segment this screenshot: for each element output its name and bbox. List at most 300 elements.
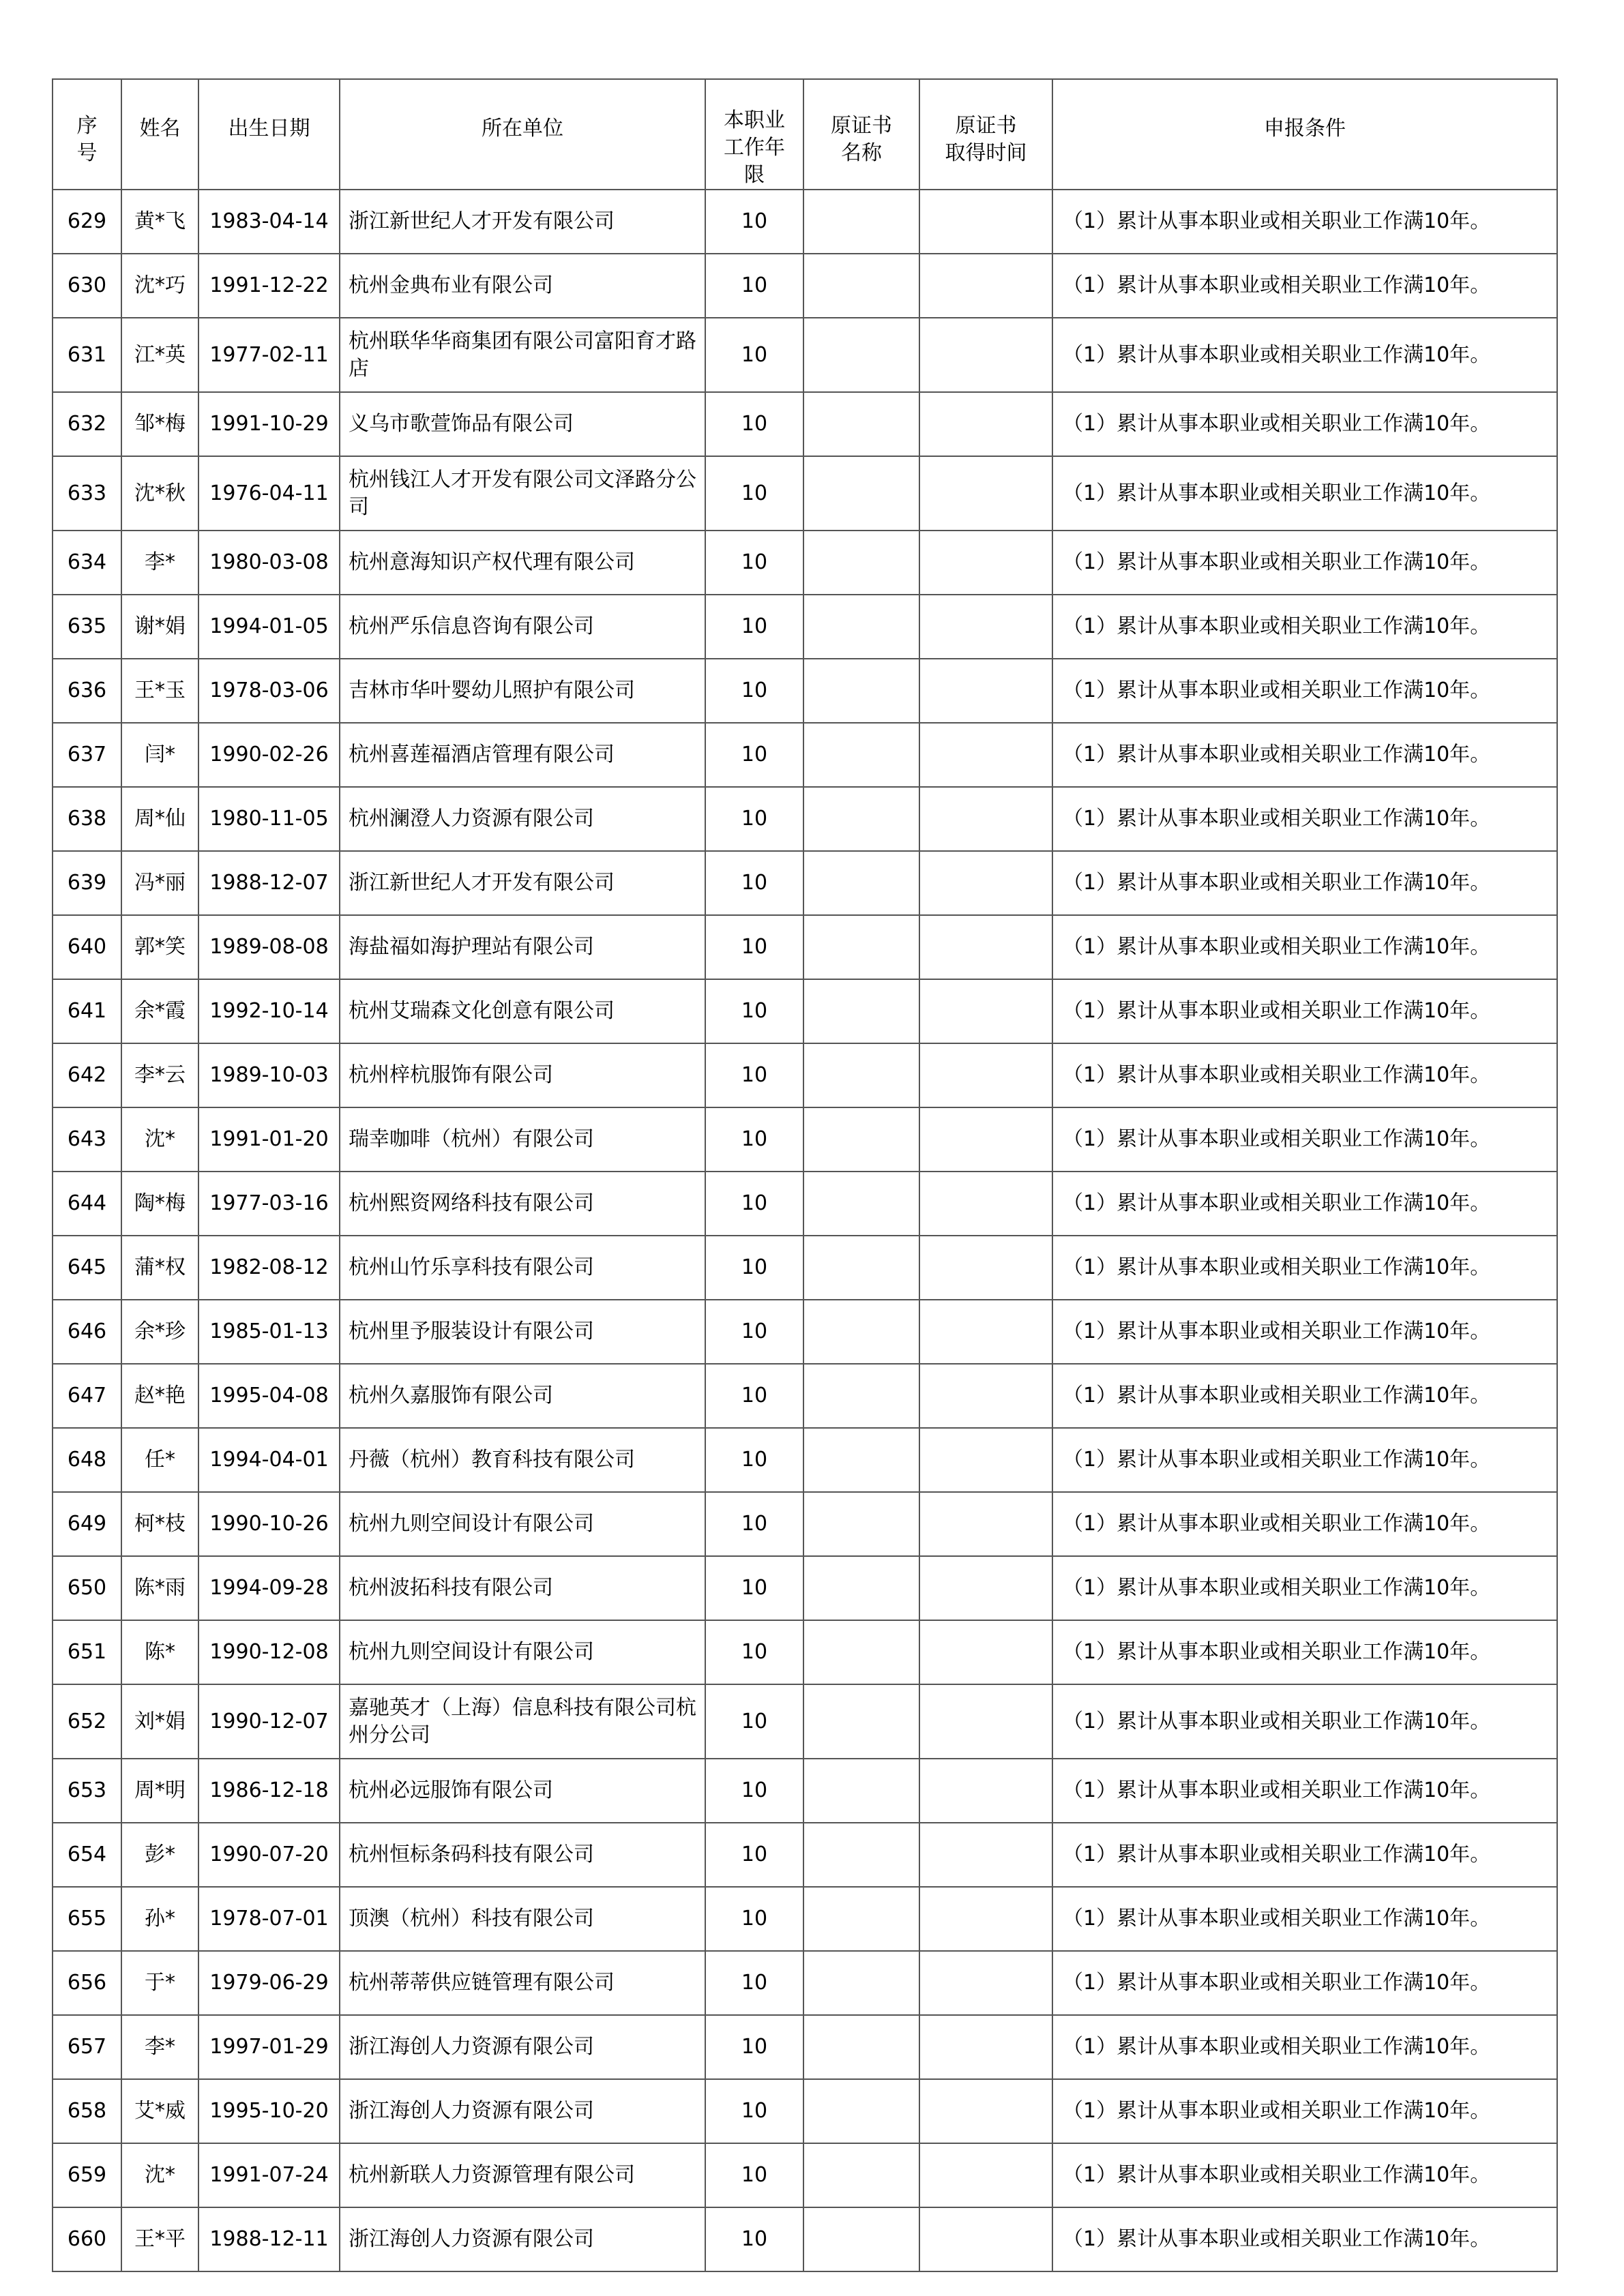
cell-cert-time: [919, 392, 1052, 456]
table-body: [53, 190, 1557, 2271]
table-row: [53, 2079, 1557, 2143]
cell-cert-time: [919, 1492, 1052, 1556]
cell-cert-name: [803, 1492, 919, 1556]
cell-name: 冯*丽: [121, 851, 198, 915]
cell-seq: 646: [53, 1300, 121, 1364]
cell-cert-time: [919, 1300, 1052, 1364]
cell-birth-date: 1995-10-20: [198, 2079, 340, 2143]
cell-seq: 657: [53, 2015, 121, 2079]
cell-work-years: 10: [705, 1300, 803, 1364]
cell-condition: （1）累计从事本职业或相关职业工作满10年。: [1052, 1492, 1557, 1556]
cell-condition: （1）累计从事本职业或相关职业工作满10年。: [1052, 1236, 1557, 1300]
cell-cert-time: [919, 1043, 1052, 1107]
cell-birth-date: 1980-11-05: [198, 787, 340, 851]
cell-cert-name: [803, 392, 919, 456]
cell-seq: 653: [53, 1759, 121, 1823]
cell-birth-date: 1976-04-11: [198, 456, 340, 531]
cell-seq: 647: [53, 1364, 121, 1428]
cell-condition: （1）累计从事本职业或相关职业工作满10年。: [1052, 2207, 1557, 2271]
cell-name: 蒲*权: [121, 1236, 198, 1300]
cell-cert-name: [803, 318, 919, 392]
cell-name: 余*霞: [121, 979, 198, 1043]
cell-cert-name: [803, 1428, 919, 1492]
cell-cert-name: [803, 2207, 919, 2271]
table-row: [53, 254, 1557, 318]
cell-name: 赵*艳: [121, 1364, 198, 1428]
cell-cert-name: [803, 2015, 919, 2079]
cell-name: 闫*: [121, 723, 198, 787]
cell-cert-time: [919, 915, 1052, 979]
cell-condition: （1）累计从事本职业或相关职业工作满10年。: [1052, 1684, 1557, 1759]
table-row: [53, 1823, 1557, 1887]
cell-unit: 杭州九则空间设计有限公司: [340, 1492, 705, 1556]
table-row: [53, 1759, 1557, 1823]
cell-unit: 杭州新联人力资源管理有限公司: [340, 2143, 705, 2207]
cell-condition: （1）累计从事本职业或相关职业工作满10年。: [1052, 1364, 1557, 1428]
header-cert-time: 原证书 取得时间: [919, 79, 1052, 190]
cell-cert-name: [803, 1684, 919, 1759]
cell-cert-time: [919, 2207, 1052, 2271]
cell-birth-date: 1994-01-05: [198, 595, 340, 659]
cell-condition: （1）累计从事本职业或相关职业工作满10年。: [1052, 1759, 1557, 1823]
cell-seq: 638: [53, 787, 121, 851]
cell-work-years: 10: [705, 2079, 803, 2143]
cell-seq: 633: [53, 456, 121, 531]
cell-seq: 644: [53, 1172, 121, 1236]
cell-cert-name: [803, 915, 919, 979]
cell-cert-time: [919, 1887, 1052, 1951]
cell-work-years: 10: [705, 2015, 803, 2079]
cell-condition: （1）累计从事本职业或相关职业工作满10年。: [1052, 595, 1557, 659]
cell-name: 于*: [121, 1951, 198, 2015]
cell-seq: 635: [53, 595, 121, 659]
cell-cert-name: [803, 2079, 919, 2143]
cell-condition: （1）累计从事本职业或相关职业工作满10年。: [1052, 1428, 1557, 1492]
cell-work-years: 10: [705, 1951, 803, 2015]
cell-birth-date: 1994-09-28: [198, 1556, 340, 1620]
cell-seq: 658: [53, 2079, 121, 2143]
cell-cert-time: [919, 456, 1052, 531]
cell-birth-date: 1989-10-03: [198, 1043, 340, 1107]
cell-cert-time: [919, 851, 1052, 915]
cell-cert-name: [803, 659, 919, 723]
cell-cert-name: [803, 1107, 919, 1172]
cell-cert-time: [919, 531, 1052, 595]
cell-cert-time: [919, 1364, 1052, 1428]
cell-name: 李*云: [121, 1043, 198, 1107]
cell-unit: 杭州艾瑞森文化创意有限公司: [340, 979, 705, 1043]
cell-unit: 杭州山竹乐享科技有限公司: [340, 1236, 705, 1300]
cell-condition: （1）累计从事本职业或相关职业工作满10年。: [1052, 531, 1557, 595]
cell-cert-name: [803, 1887, 919, 1951]
cell-unit: 浙江新世纪人才开发有限公司: [340, 190, 705, 254]
cell-work-years: 10: [705, 1172, 803, 1236]
cell-condition: （1）累计从事本职业或相关职业工作满10年。: [1052, 190, 1557, 254]
cell-birth-date: 1992-10-14: [198, 979, 340, 1043]
cell-seq: 660: [53, 2207, 121, 2271]
table-row: [53, 723, 1557, 787]
cell-condition: （1）累计从事本职业或相关职业工作满10年。: [1052, 979, 1557, 1043]
cell-unit: 杭州波拓科技有限公司: [340, 1556, 705, 1620]
header-condition: 申报条件: [1052, 79, 1557, 190]
cell-cert-name: [803, 979, 919, 1043]
cell-condition: （1）累计从事本职业或相关职业工作满10年。: [1052, 1556, 1557, 1620]
cell-cert-time: [919, 723, 1052, 787]
cell-unit: 嘉驰英才（上海）信息科技有限公司杭州分公司: [340, 1684, 705, 1759]
cell-name: 柯*枝: [121, 1492, 198, 1556]
cell-cert-time: [919, 1107, 1052, 1172]
cell-cert-time: [919, 1823, 1052, 1887]
cell-condition: （1）累计从事本职业或相关职业工作满10年。: [1052, 1887, 1557, 1951]
cell-seq: 655: [53, 1887, 121, 1951]
table-row: [53, 1428, 1557, 1492]
header-seq: 序 号: [53, 79, 121, 190]
applicant-table: [52, 78, 1558, 2272]
cell-name: 陈*雨: [121, 1556, 198, 1620]
table-row: [53, 392, 1557, 456]
cell-unit: 海盐福如海护理站有限公司: [340, 915, 705, 979]
cell-work-years: 10: [705, 723, 803, 787]
table-row: [53, 787, 1557, 851]
header-unit: 所在单位: [340, 79, 705, 190]
cell-unit: 杭州熙资网络科技有限公司: [340, 1172, 705, 1236]
header-work-years: 本职业 工作年 限: [705, 79, 803, 190]
header-birth-date: 出生日期: [198, 79, 340, 190]
cell-cert-time: [919, 1759, 1052, 1823]
table-row: [53, 1236, 1557, 1300]
cell-cert-name: [803, 190, 919, 254]
cell-work-years: 10: [705, 1887, 803, 1951]
cell-seq: 637: [53, 723, 121, 787]
table-row: [53, 915, 1557, 979]
cell-unit: 杭州九则空间设计有限公司: [340, 1620, 705, 1684]
cell-name: 刘*娟: [121, 1684, 198, 1759]
cell-cert-name: [803, 1951, 919, 2015]
cell-name: 沈*: [121, 2143, 198, 2207]
cell-unit: 杭州蒂蒂供应链管理有限公司: [340, 1951, 705, 2015]
cell-condition: （1）累计从事本职业或相关职业工作满10年。: [1052, 1300, 1557, 1364]
table-row: [53, 979, 1557, 1043]
table-row: [53, 1043, 1557, 1107]
cell-cert-time: [919, 2143, 1052, 2207]
cell-seq: 659: [53, 2143, 121, 2207]
table-row: [53, 1364, 1557, 1428]
cell-unit: 浙江海创人力资源有限公司: [340, 2015, 705, 2079]
cell-seq: 630: [53, 254, 121, 318]
cell-birth-date: 1980-03-08: [198, 531, 340, 595]
cell-birth-date: 1977-02-11: [198, 318, 340, 392]
table-row: [53, 1492, 1557, 1556]
cell-birth-date: 1990-02-26: [198, 723, 340, 787]
cell-condition: （1）累计从事本职业或相关职业工作满10年。: [1052, 254, 1557, 318]
cell-cert-time: [919, 659, 1052, 723]
cell-birth-date: 1989-08-08: [198, 915, 340, 979]
table-row: [53, 1107, 1557, 1172]
table-row: [53, 1300, 1557, 1364]
cell-cert-name: [803, 1556, 919, 1620]
cell-name: 周*仙: [121, 787, 198, 851]
cell-condition: （1）累计从事本职业或相关职业工作满10年。: [1052, 392, 1557, 456]
cell-cert-time: [919, 1236, 1052, 1300]
cell-seq: 651: [53, 1620, 121, 1684]
table-row: [53, 456, 1557, 531]
cell-unit: 杭州久嘉服饰有限公司: [340, 1364, 705, 1428]
cell-unit: 吉林市华叶婴幼儿照护有限公司: [340, 659, 705, 723]
cell-unit: 丹薇（杭州）教育科技有限公司: [340, 1428, 705, 1492]
cell-name: 谢*娟: [121, 595, 198, 659]
cell-work-years: 10: [705, 1107, 803, 1172]
cell-cert-name: [803, 1620, 919, 1684]
table-row: [53, 1684, 1557, 1759]
cell-work-years: 10: [705, 1428, 803, 1492]
cell-work-years: 10: [705, 1684, 803, 1759]
cell-cert-name: [803, 254, 919, 318]
cell-seq: 632: [53, 392, 121, 456]
cell-work-years: 10: [705, 456, 803, 531]
table-row: [53, 190, 1557, 254]
cell-birth-date: 1988-12-07: [198, 851, 340, 915]
cell-condition: （1）累计从事本职业或相关职业工作满10年。: [1052, 2079, 1557, 2143]
cell-condition: （1）累计从事本职业或相关职业工作满10年。: [1052, 851, 1557, 915]
cell-condition: （1）累计从事本职业或相关职业工作满10年。: [1052, 1043, 1557, 1107]
cell-name: 陶*梅: [121, 1172, 198, 1236]
cell-work-years: 10: [705, 1759, 803, 1823]
table-row: [53, 2207, 1557, 2271]
cell-work-years: 10: [705, 1236, 803, 1300]
cell-birth-date: 1997-01-29: [198, 2015, 340, 2079]
cell-seq: 631: [53, 318, 121, 392]
table-row: [53, 531, 1557, 595]
cell-work-years: 10: [705, 1043, 803, 1107]
cell-birth-date: 1995-04-08: [198, 1364, 340, 1428]
cell-birth-date: 1991-10-29: [198, 392, 340, 456]
cell-cert-name: [803, 2143, 919, 2207]
cell-cert-time: [919, 1428, 1052, 1492]
cell-seq: 640: [53, 915, 121, 979]
cell-work-years: 10: [705, 979, 803, 1043]
cell-unit: 杭州必远服饰有限公司: [340, 1759, 705, 1823]
cell-work-years: 10: [705, 392, 803, 456]
cell-unit: 瑞幸咖啡（杭州）有限公司: [340, 1107, 705, 1172]
cell-work-years: 10: [705, 1823, 803, 1887]
cell-birth-date: 1990-12-07: [198, 1684, 340, 1759]
cell-seq: 649: [53, 1492, 121, 1556]
cell-work-years: 10: [705, 851, 803, 915]
cell-name: 李*: [121, 2015, 198, 2079]
cell-work-years: 10: [705, 659, 803, 723]
table-row: [53, 595, 1557, 659]
table-row: [53, 1887, 1557, 1951]
cell-birth-date: 1991-12-22: [198, 254, 340, 318]
cell-name: 沈*: [121, 1107, 198, 1172]
table-row: [53, 2015, 1557, 2079]
cell-birth-date: 1978-07-01: [198, 1887, 340, 1951]
cell-unit: 杭州钱江人才开发有限公司文泽路分公司: [340, 456, 705, 531]
cell-name: 王*玉: [121, 659, 198, 723]
cell-name: 郭*笑: [121, 915, 198, 979]
cell-seq: 650: [53, 1556, 121, 1620]
cell-cert-name: [803, 1300, 919, 1364]
cell-name: 周*明: [121, 1759, 198, 1823]
table-header: [53, 79, 1557, 190]
cell-unit: 杭州里予服装设计有限公司: [340, 1300, 705, 1364]
table-row: [53, 1951, 1557, 2015]
cell-cert-name: [803, 531, 919, 595]
cell-birth-date: 1994-04-01: [198, 1428, 340, 1492]
cell-condition: （1）累计从事本职业或相关职业工作满10年。: [1052, 1172, 1557, 1236]
cell-work-years: 10: [705, 190, 803, 254]
cell-condition: （1）累计从事本职业或相关职业工作满10年。: [1052, 659, 1557, 723]
cell-cert-name: [803, 1236, 919, 1300]
cell-seq: 629: [53, 190, 121, 254]
cell-seq: 652: [53, 1684, 121, 1759]
cell-seq: 645: [53, 1236, 121, 1300]
cell-unit: 杭州喜莲福酒店管理有限公司: [340, 723, 705, 787]
table-row: [53, 2143, 1557, 2207]
cell-name: 江*英: [121, 318, 198, 392]
cell-cert-name: [803, 851, 919, 915]
cell-cert-time: [919, 2079, 1052, 2143]
cell-seq: 648: [53, 1428, 121, 1492]
cell-name: 黄*飞: [121, 190, 198, 254]
table-row: [53, 1620, 1557, 1684]
cell-name: 王*平: [121, 2207, 198, 2271]
table-row: [53, 1172, 1557, 1236]
cell-unit: 杭州严乐信息咨询有限公司: [340, 595, 705, 659]
cell-birth-date: 1990-07-20: [198, 1823, 340, 1887]
cell-work-years: 10: [705, 595, 803, 659]
cell-seq: 643: [53, 1107, 121, 1172]
cell-name: 艾*威: [121, 2079, 198, 2143]
cell-cert-time: [919, 979, 1052, 1043]
cell-cert-time: [919, 1684, 1052, 1759]
cell-cert-time: [919, 190, 1052, 254]
cell-cert-time: [919, 595, 1052, 659]
cell-name: 邹*梅: [121, 392, 198, 456]
cell-birth-date: 1979-06-29: [198, 1951, 340, 2015]
cell-unit: 浙江新世纪人才开发有限公司: [340, 851, 705, 915]
cell-cert-name: [803, 787, 919, 851]
cell-unit: 杭州澜澄人力资源有限公司: [340, 787, 705, 851]
cell-name: 孙*: [121, 1887, 198, 1951]
cell-birth-date: 1982-08-12: [198, 1236, 340, 1300]
cell-condition: （1）累计从事本职业或相关职业工作满10年。: [1052, 456, 1557, 531]
cell-seq: 656: [53, 1951, 121, 2015]
cell-name: 任*: [121, 1428, 198, 1492]
cell-seq: 636: [53, 659, 121, 723]
cell-cert-name: [803, 1364, 919, 1428]
cell-condition: （1）累计从事本职业或相关职业工作满10年。: [1052, 723, 1557, 787]
cell-cert-time: [919, 1620, 1052, 1684]
cell-work-years: 10: [705, 1492, 803, 1556]
cell-cert-time: [919, 1172, 1052, 1236]
cell-birth-date: 1978-03-06: [198, 659, 340, 723]
cell-condition: （1）累计从事本职业或相关职业工作满10年。: [1052, 787, 1557, 851]
cell-seq: 654: [53, 1823, 121, 1887]
cell-unit: 浙江海创人力资源有限公司: [340, 2079, 705, 2143]
cell-birth-date: 1986-12-18: [198, 1759, 340, 1823]
cell-birth-date: 1988-12-11: [198, 2207, 340, 2271]
cell-birth-date: 1990-10-26: [198, 1492, 340, 1556]
cell-condition: （1）累计从事本职业或相关职业工作满10年。: [1052, 915, 1557, 979]
cell-unit: 杭州意海知识产权代理有限公司: [340, 531, 705, 595]
cell-seq: 634: [53, 531, 121, 595]
cell-condition: （1）累计从事本职业或相关职业工作满10年。: [1052, 318, 1557, 392]
cell-name: 余*珍: [121, 1300, 198, 1364]
cell-cert-time: [919, 1556, 1052, 1620]
table-row: [53, 1556, 1557, 1620]
cell-unit: 顶澳（杭州）科技有限公司: [340, 1887, 705, 1951]
cell-work-years: 10: [705, 1364, 803, 1428]
cell-seq: 641: [53, 979, 121, 1043]
cell-cert-name: [803, 456, 919, 531]
cell-cert-time: [919, 1951, 1052, 2015]
table-row: [53, 318, 1557, 392]
cell-unit: 杭州金典布业有限公司: [340, 254, 705, 318]
cell-cert-name: [803, 595, 919, 659]
cell-birth-date: 1991-07-24: [198, 2143, 340, 2207]
cell-seq: 642: [53, 1043, 121, 1107]
table-row: [53, 851, 1557, 915]
cell-name: 沈*巧: [121, 254, 198, 318]
cell-cert-time: [919, 318, 1052, 392]
cell-condition: （1）累计从事本职业或相关职业工作满10年。: [1052, 2015, 1557, 2079]
cell-name: 陈*: [121, 1620, 198, 1684]
header-cert-name: 原证书 名称: [803, 79, 919, 190]
cell-condition: （1）累计从事本职业或相关职业工作满10年。: [1052, 1620, 1557, 1684]
cell-unit: 杭州联华华商集团有限公司富阳育才路店: [340, 318, 705, 392]
cell-work-years: 10: [705, 1620, 803, 1684]
cell-condition: （1）累计从事本职业或相关职业工作满10年。: [1052, 1951, 1557, 2015]
cell-cert-name: [803, 1043, 919, 1107]
header-name: 姓名: [121, 79, 198, 190]
cell-condition: （1）累计从事本职业或相关职业工作满10年。: [1052, 2143, 1557, 2207]
cell-work-years: 10: [705, 1556, 803, 1620]
cell-seq: 639: [53, 851, 121, 915]
cell-cert-name: [803, 1823, 919, 1887]
header-row: [53, 79, 1557, 190]
cell-work-years: 10: [705, 787, 803, 851]
cell-birth-date: 1977-03-16: [198, 1172, 340, 1236]
cell-work-years: 10: [705, 531, 803, 595]
cell-work-years: 10: [705, 254, 803, 318]
cell-cert-name: [803, 1759, 919, 1823]
cell-birth-date: 1990-12-08: [198, 1620, 340, 1684]
cell-unit: 浙江海创人力资源有限公司: [340, 2207, 705, 2271]
cell-cert-time: [919, 787, 1052, 851]
cell-birth-date: 1985-01-13: [198, 1300, 340, 1364]
cell-work-years: 10: [705, 2143, 803, 2207]
cell-cert-time: [919, 254, 1052, 318]
cell-name: 沈*秋: [121, 456, 198, 531]
cell-cert-name: [803, 1172, 919, 1236]
cell-work-years: 10: [705, 915, 803, 979]
cell-cert-name: [803, 723, 919, 787]
cell-birth-date: 1983-04-14: [198, 190, 340, 254]
cell-name: 李*: [121, 531, 198, 595]
cell-work-years: 10: [705, 2207, 803, 2271]
table-row: [53, 659, 1557, 723]
cell-name: 彭*: [121, 1823, 198, 1887]
cell-condition: （1）累计从事本职业或相关职业工作满10年。: [1052, 1107, 1557, 1172]
cell-unit: 杭州梓杭服饰有限公司: [340, 1043, 705, 1107]
cell-birth-date: 1991-01-20: [198, 1107, 340, 1172]
cell-cert-time: [919, 2015, 1052, 2079]
cell-unit: 义乌市歌萱饰品有限公司: [340, 392, 705, 456]
cell-condition: （1）累计从事本职业或相关职业工作满10年。: [1052, 1823, 1557, 1887]
cell-unit: 杭州恒标条码科技有限公司: [340, 1823, 705, 1887]
cell-work-years: 10: [705, 318, 803, 392]
